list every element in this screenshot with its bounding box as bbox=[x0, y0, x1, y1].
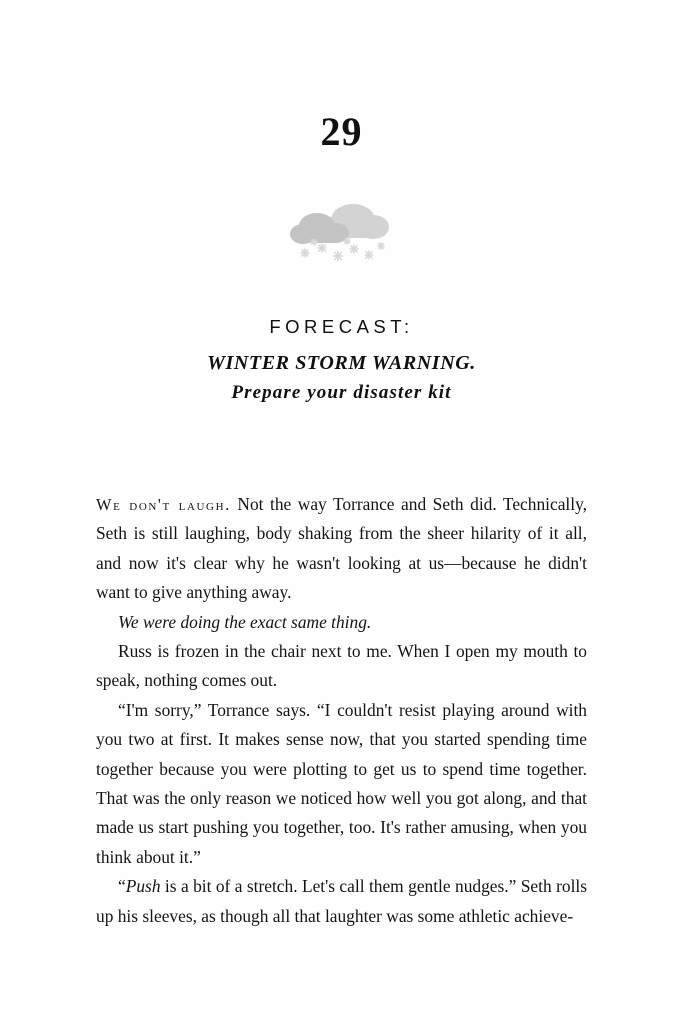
paragraph-5-lead-italic: Push bbox=[125, 876, 161, 897]
paragraph-2-text: We were doing the exact same thing. bbox=[118, 611, 372, 632]
paragraph-3-text: Russ is frozen in the chair next to me. When I open my mouth to speak, nothing comes out. bbox=[96, 641, 587, 691]
paragraph-1-text: Not the way Torrance and Seth did. Technically, Seth is still laughing, body shaking from the sheer hilarity of it all, and now it's clear why he wasn't looking at us—because he didn't want to give anything away. bbox=[96, 494, 587, 603]
paragraph-lead-smallcaps: We don't laugh. bbox=[96, 495, 231, 514]
paragraph-5-open-quote: “ bbox=[118, 876, 126, 897]
forecast-label: FORECAST: bbox=[269, 316, 414, 337]
chapter-number: 29 bbox=[320, 109, 363, 154]
paragraph-4-text: “I'm sorry,” Torrance says. “I couldn't resist playing around with you two at first. It makes sense now, that you started spending time together because you were plotting to get us to spend time together. That was the only reason we noticed how well you got along, and that made us start pushing you together, too. It's rather amusing, when you think about it.” bbox=[96, 699, 587, 867]
body-text bbox=[96, 404, 587, 931]
paragraph-2 bbox=[96, 608, 587, 637]
paragraph-5-text: is a bit of a stretch. Let's call them gentle nudges.” Seth rolls up his sleeves, as though all that laughter was some athletic achieve- bbox=[96, 876, 587, 926]
forecast-instruction-line: Prepare your disaster kit bbox=[231, 382, 452, 403]
forecast-block bbox=[0, 316, 683, 404]
paragraph-3 bbox=[96, 637, 587, 696]
paragraph-1 bbox=[96, 490, 587, 608]
cloud-with-snow-icon bbox=[0, 196, 683, 274]
forecast-warning-line: WINTER STORM WARNING. bbox=[207, 352, 476, 374]
paragraph-5 bbox=[96, 872, 587, 931]
paragraph-4 bbox=[96, 696, 587, 872]
